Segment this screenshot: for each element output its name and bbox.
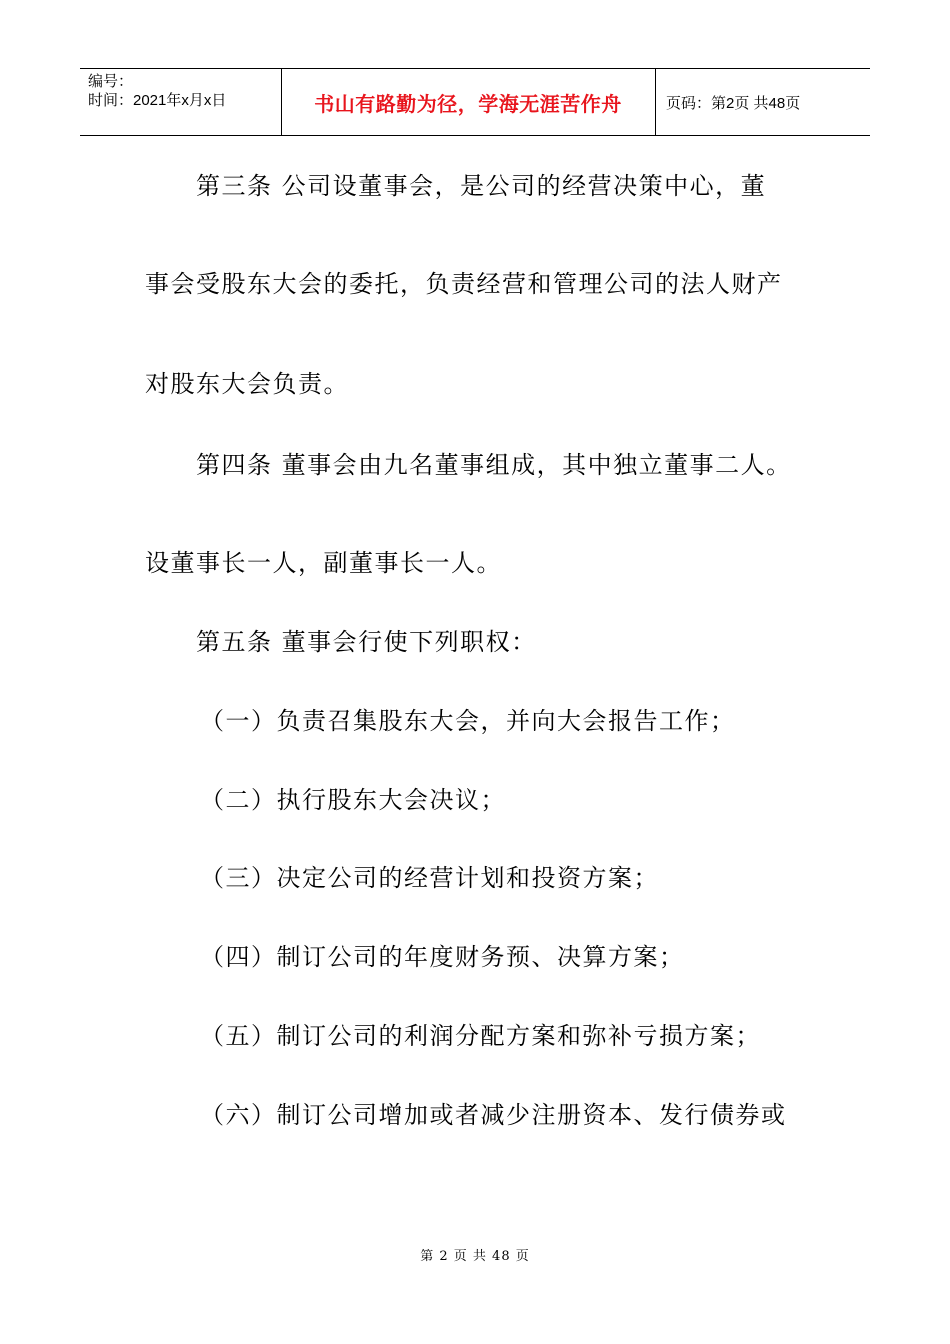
article-5-item-1: （一）负责召集股东大会，并向大会报告工作； (200, 707, 736, 735)
article-4-line-1: 第四条 董事会由九名董事组成，其中独立董事二人。 (196, 451, 792, 479)
page-footer: 第 2 页 共 48 页 (420, 1249, 530, 1264)
page-header (80, 68, 870, 136)
document-number-label: 编号： (88, 73, 134, 90)
article-3-line-2: 事会受股东大会的委托，负责经营和管理公司的法人财产 (145, 270, 783, 298)
article-5-item-6: （六）制订公司增加或者减少注册资本、发行债券或 (200, 1101, 787, 1129)
article-3-line-1: 第三条 公司设董事会，是公司的经营决策中心，董 (196, 172, 767, 200)
article-5-item-2: （二）执行股东大会决议； (200, 786, 506, 814)
article-5-heading: 第五条 董事会行使下列职权： (196, 628, 537, 656)
article-5-item-3: （三）决定公司的经营计划和投资方案； (200, 864, 659, 892)
header-meta (80, 69, 281, 135)
header-page-info: 页码：第2页 共48页 (666, 94, 801, 112)
article-5-item-4: （四）制订公司的年度财务预、决算方案； (200, 943, 685, 971)
article-3-line-3: 对股东大会负责。 (145, 370, 349, 398)
article-5-item-5: （五）制订公司的利润分配方案和弥补亏损方案； (200, 1022, 761, 1050)
document-date-label: 时间：2021年x月x日 (88, 92, 227, 109)
article-4-line-2: 设董事长一人，副董事长一人。 (145, 549, 502, 577)
header-motto: 书山有路勤为径，学海无涯苦作舟 (314, 91, 622, 116)
